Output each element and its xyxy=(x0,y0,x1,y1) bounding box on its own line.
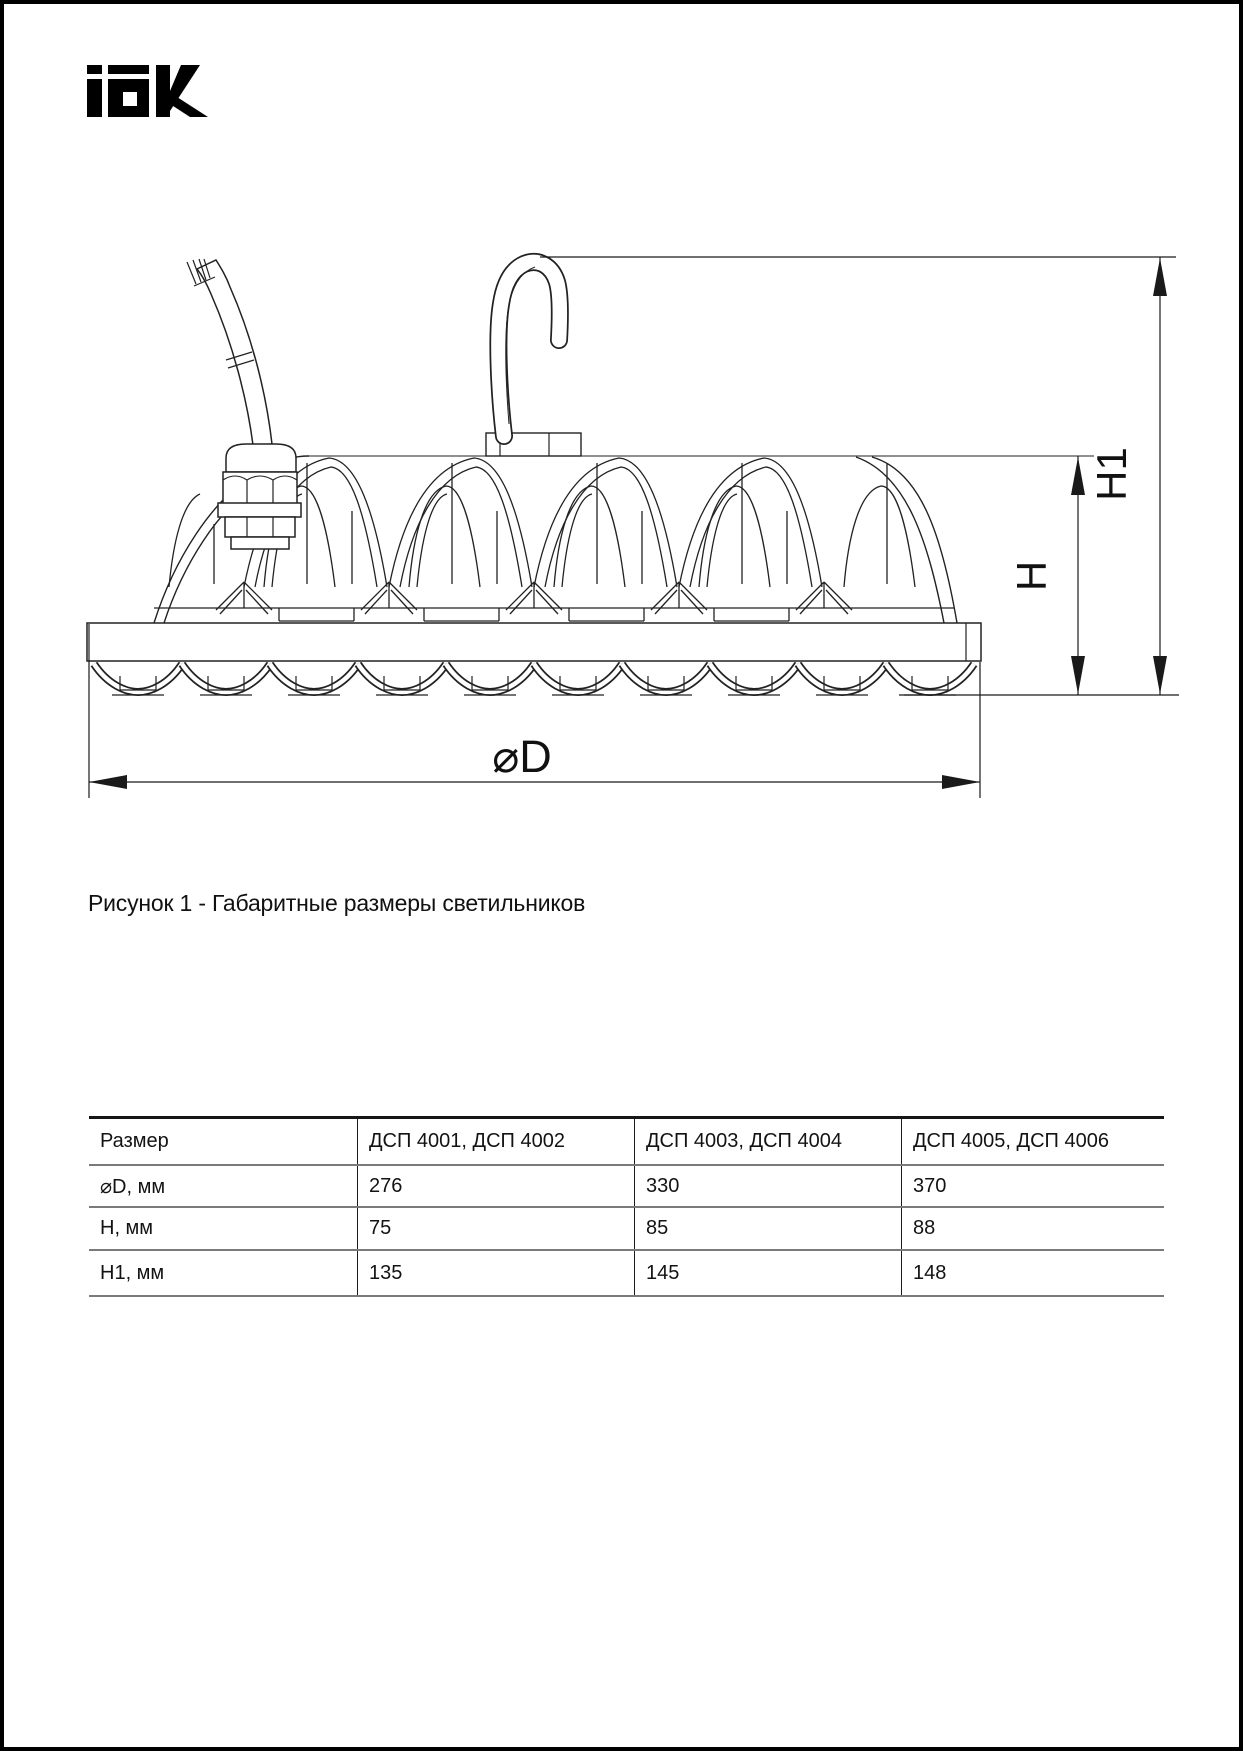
table-header-dsp-4005-4006: ДСП 4005, ДСП 4006 xyxy=(901,1119,1164,1164)
row-label: ⌀D, мм xyxy=(100,1175,166,1198)
cell-value: 370 xyxy=(901,1166,1164,1206)
cell-value: 135 xyxy=(357,1251,634,1295)
row-label: H1, мм xyxy=(100,1261,165,1284)
row-label: H, мм xyxy=(100,1217,154,1239)
dim-label-h1: H1 xyxy=(1088,447,1135,501)
cell-value: 276 xyxy=(357,1166,634,1206)
cell-value: 148 xyxy=(901,1251,1164,1295)
flange xyxy=(87,623,981,661)
dim-label-diameter: ⌀D xyxy=(492,731,552,782)
cell-value: 330 xyxy=(634,1166,901,1206)
cell-value: 145 xyxy=(634,1251,901,1295)
table-header-dsp-4003-4004: ДСП 4003, ДСП 4004 xyxy=(634,1119,901,1164)
table-header-dsp-4001-4002: ДСП 4001, ДСП 4002 xyxy=(357,1119,634,1164)
hook-drawing xyxy=(486,262,581,456)
table-row-h xyxy=(89,1208,1164,1251)
figure-caption: Рисунок 1 - Габаритные размеры светильников xyxy=(88,890,586,916)
dim-label-h: H xyxy=(1008,560,1055,592)
dimensions-table xyxy=(89,1116,1164,1297)
cell-value: 88 xyxy=(901,1208,1164,1249)
table-row-h1 xyxy=(89,1251,1164,1295)
bottom-guard xyxy=(94,664,974,695)
table-header-size: Размер xyxy=(100,1130,169,1152)
cell-value: 75 xyxy=(357,1208,634,1249)
cable-gland-drawing xyxy=(218,444,301,549)
cable-drawing xyxy=(187,259,272,445)
table-header-row xyxy=(89,1119,1164,1166)
table-row-diameter xyxy=(89,1166,1164,1208)
cell-value: 85 xyxy=(634,1208,901,1249)
luminaire-dimensional-drawing xyxy=(4,4,1243,834)
